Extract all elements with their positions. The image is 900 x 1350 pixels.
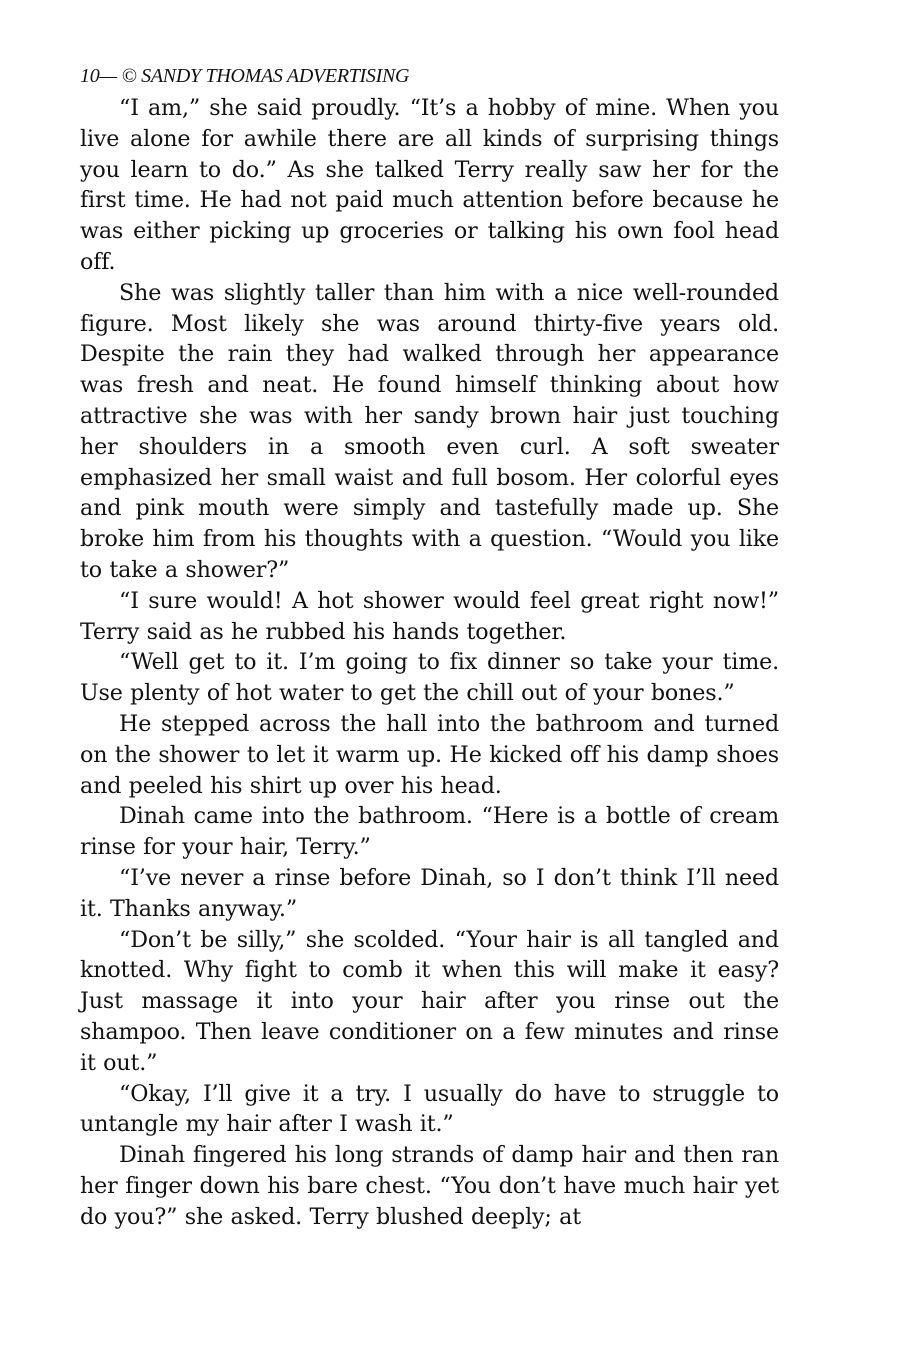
- paragraph: “I sure would! A hot shower would feel great right now!” Terry said as he rubbed his hands together.: [80, 587, 779, 645]
- paragraph: She was slightly taller than him with a nice well-rounded figure. Most likely she was around thirty-five years old. Despite the rain they had walked through her appearance was fresh and neat. He found himself thinking about how attractive she was with her sandy brown hair just touching her shoulders in a smooth even curl. A soft sweater emphasized her small waist and full bosom. Her colorful eyes and pink mouth were simply and tastefully made up. She broke him from his thoughts with a question. “Would you like to take a shower?”: [80, 279, 779, 583]
- paragraph: “Okay, I’ll give it a try. I usually do have to struggle to untangle my hair after I wash it.”: [80, 1080, 779, 1138]
- paragraph: “I’ve never a rinse before Dinah, so I don’t think I’ll need it. Thanks anyway.”: [80, 864, 779, 922]
- book-page: [80, 62, 779, 1232]
- running-head: 10— © SANDY THOMAS ADVERTISING: [80, 65, 410, 87]
- body-text: [80, 93, 779, 1232]
- paragraph: Dinah came into the bathroom. “Here is a bottle of cream rinse for your hair, Terry.”: [80, 803, 779, 861]
- paragraph: “Well get to it. I’m going to fix dinner so take your time. Use plenty of hot water to get the chill out of your bones.”: [80, 649, 779, 707]
- paragraph: Dinah fingered his long strands of damp hair and then ran her finger down his bare chest. “You don’t have much hair yet do you?” she asked. Terry blushed deeply; at: [80, 1142, 779, 1230]
- paragraph: “I am,” she said proudly. “It’s a hobby of mine. When you live alone for awhile there are all kinds of surprising things you learn to do.” As she talked Terry really saw her for the first time. He had not paid much attention before because he was either picking up groceries or talking his own fool head off.: [80, 95, 779, 275]
- paragraph: “Don’t be silly,” she scolded. “Your hair is all tangled and knotted. Why fight to comb it when this will make it easy? Just massage it into your hair after you rinse out the shampoo. Then leave conditioner on a few minutes and rinse it out.”: [80, 926, 779, 1076]
- paragraph: He stepped across the hall into the bathroom and turned on the shower to let it warm up. He kicked off his damp shoes and peeled his shirt up over his head.: [80, 710, 779, 799]
